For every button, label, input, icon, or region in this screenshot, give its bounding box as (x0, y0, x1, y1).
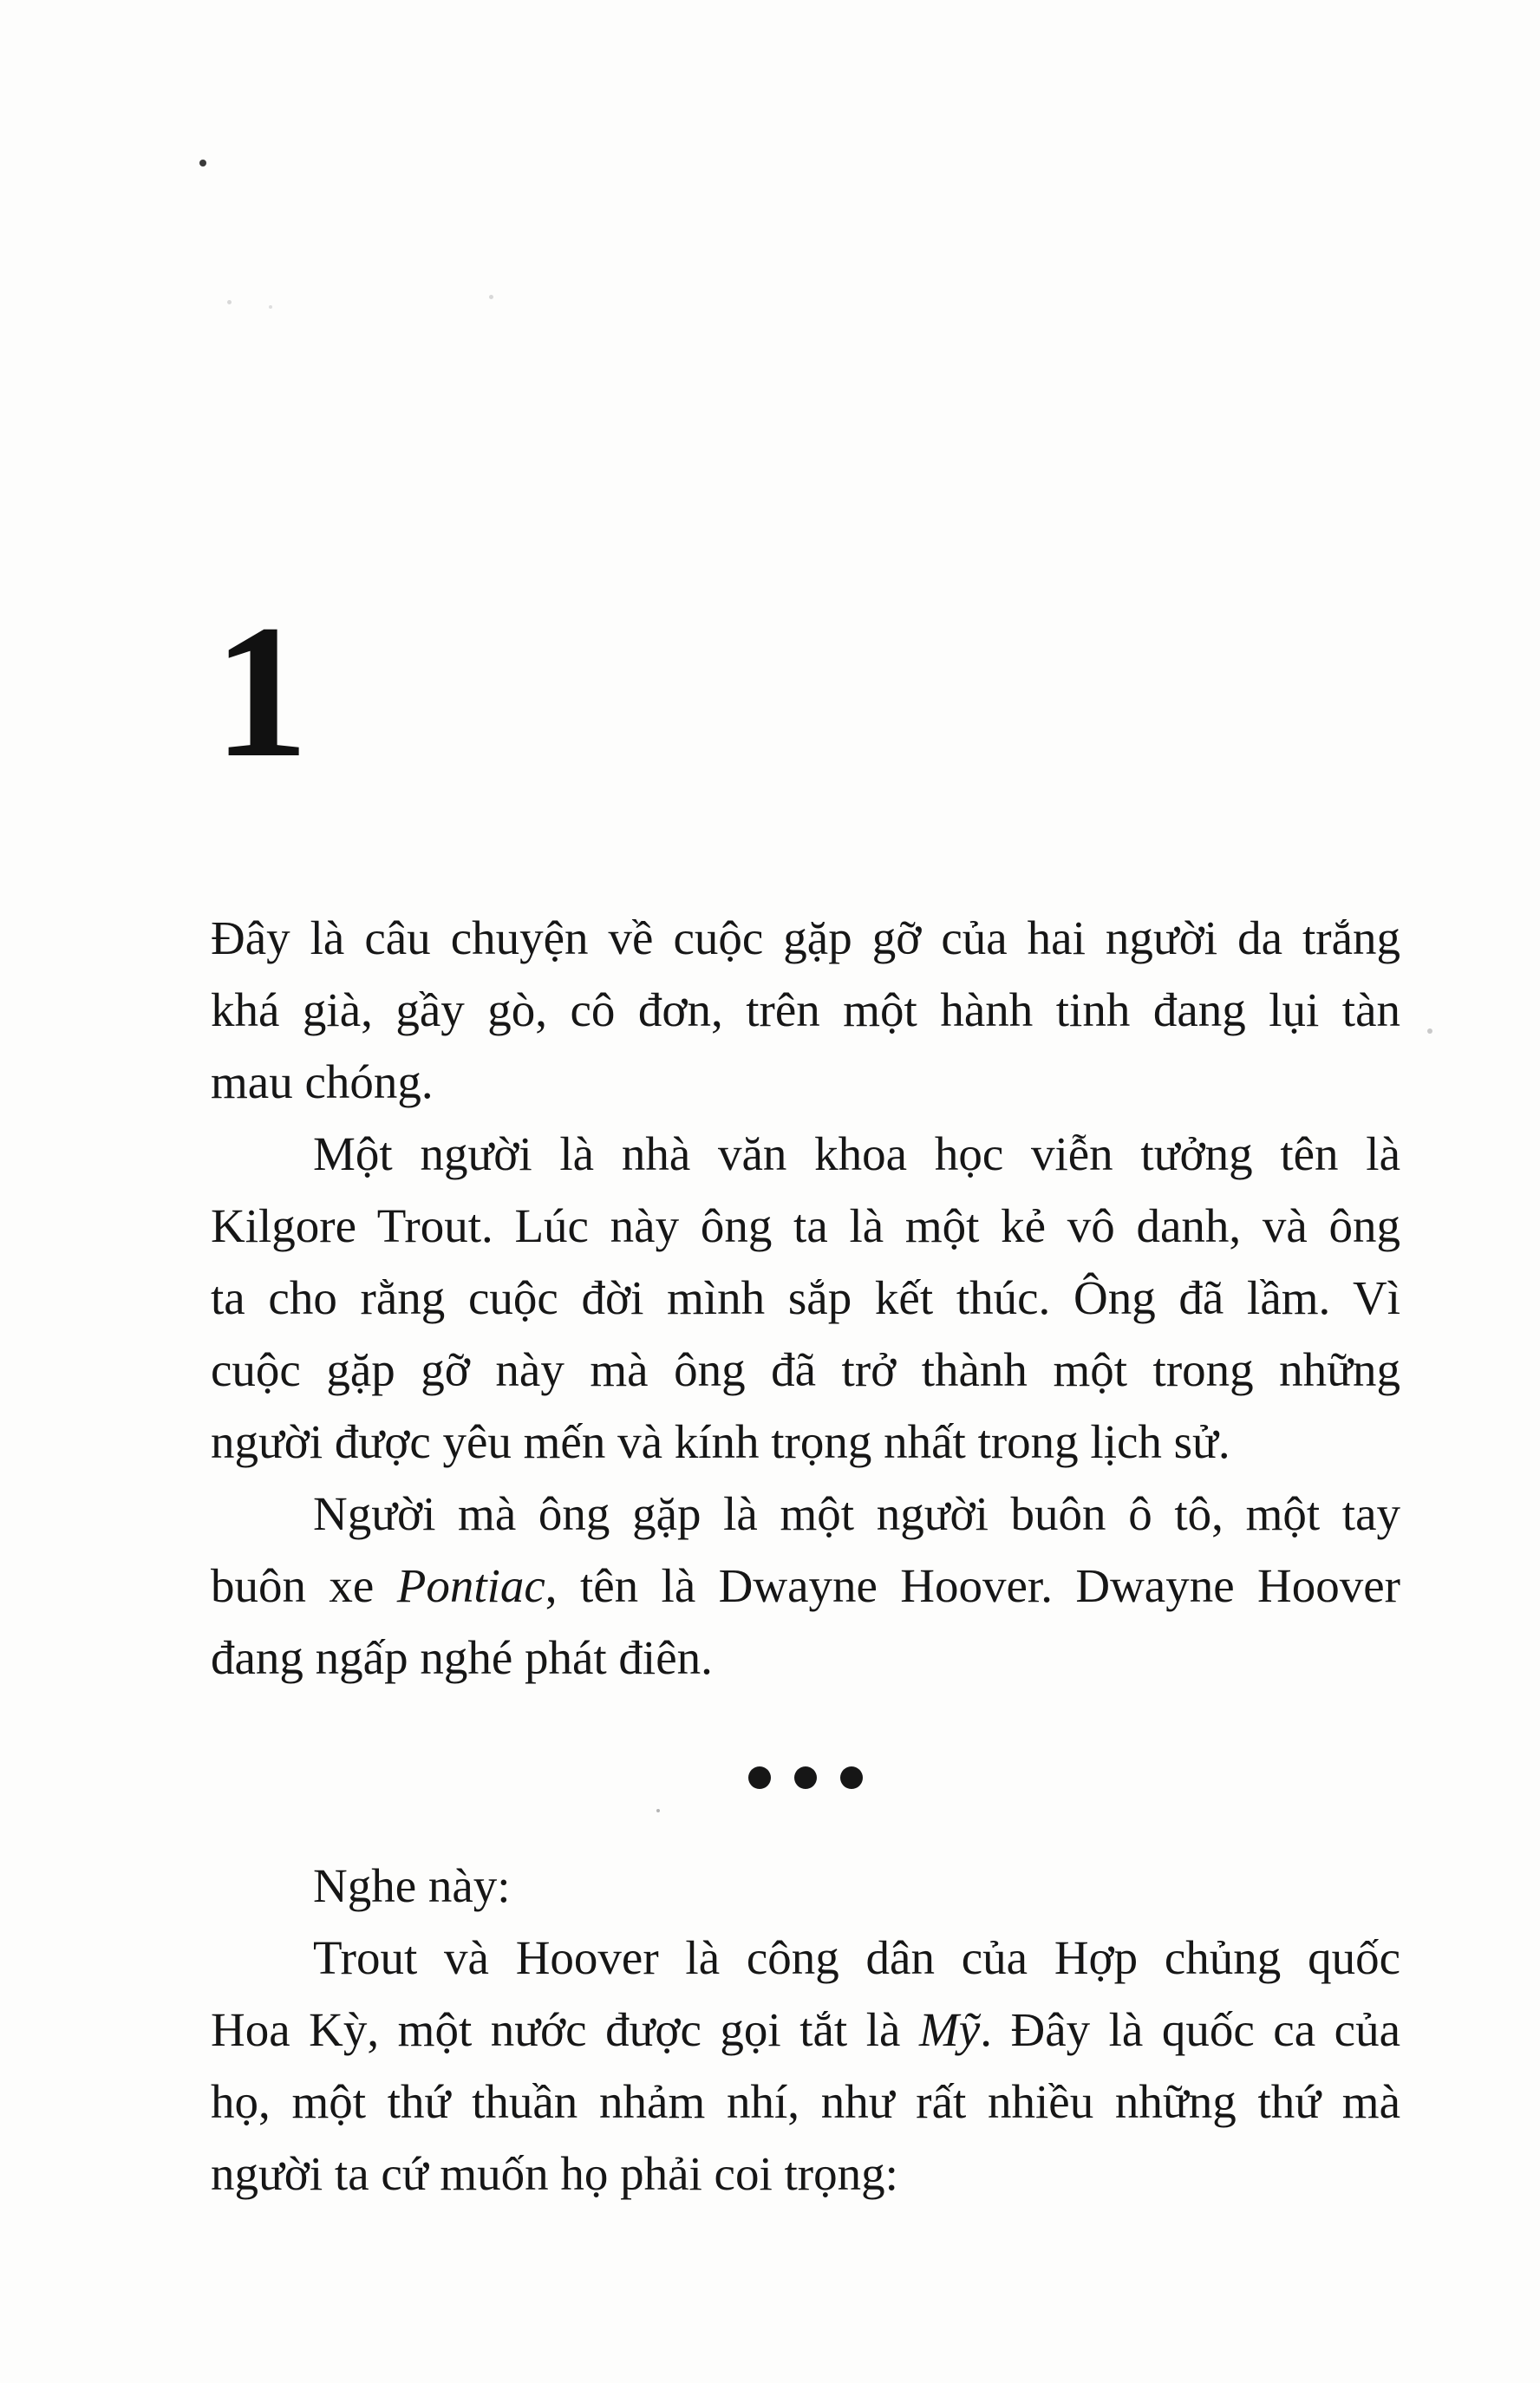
scan-artifact (656, 1809, 660, 1812)
text-segment: Người mà ông gặp là một người buôn ô tô, một tay (313, 1487, 1400, 1540)
text-segment: Một người là nhà văn khoa học viễn tưởng tên là (313, 1127, 1400, 1180)
paragraph (211, 1922, 1400, 2210)
text-segment: ta cho rằng cuộc đời mình sắp kết thúc. Ông đã lầm. Vì (211, 1271, 1400, 1324)
text-segment: Trout và Hoover là công dân của Hợp chủng quốc (313, 1931, 1400, 1984)
body-text-line (211, 1118, 1400, 1190)
body-text-line (211, 2138, 1400, 2210)
text-segment: cuộc gặp gỡ này mà ông đã trở thành một trong những (211, 1343, 1400, 1396)
text-segment: đang ngấp nghé phát điên. (211, 1631, 713, 1684)
text-segment: . Đây là quốc ca của (980, 2003, 1400, 2056)
text-segment: khá già, gầy gò, cô đơn, trên một hành tinh đang lụi tàn (211, 983, 1400, 1036)
body-text-line (211, 1406, 1400, 1478)
body-text-line (211, 902, 1400, 974)
scan-artifact (269, 305, 272, 309)
scan-artifact (489, 295, 493, 299)
paragraph (211, 902, 1400, 1118)
body-text-line (211, 1262, 1400, 1334)
scan-artifact (1427, 1028, 1432, 1034)
body-text-line (211, 1478, 1400, 1550)
scan-artifact (199, 160, 206, 166)
section-break-dot-icon (840, 1766, 863, 1789)
body-text-line (211, 1922, 1400, 1994)
text-segment: mau chóng. (211, 1055, 434, 1108)
body-text-line (211, 1190, 1400, 1262)
text-segment: Đây là câu chuyện về cuộc gặp gỡ của hai người da trắng (211, 911, 1400, 964)
scan-artifact (227, 300, 232, 304)
chapter-number: 1 (213, 585, 309, 797)
body-text-line (211, 1334, 1400, 1406)
paragraph (211, 1478, 1400, 1694)
body-text-line (211, 1622, 1400, 1694)
italic-text: Mỹ (918, 2003, 981, 2056)
text-block (211, 902, 1400, 2210)
section-break (211, 1741, 1400, 1813)
body-text-line (211, 1850, 1400, 1922)
italic-text: Pontiac (396, 1559, 545, 1612)
text-segment: họ, một thứ thuần nhảm nhí, như rất nhiều những thứ mà (211, 2075, 1400, 2128)
body-text-line (211, 1994, 1400, 2066)
text-segment: người được yêu mến và kính trọng nhất trong lịch sử. (211, 1415, 1230, 1468)
text-segment: người ta cứ muốn họ phải coi trọng: (211, 2147, 898, 2200)
text-segment: Kilgore Trout. Lúc này ông ta là một kẻ vô danh, và ông (211, 1199, 1400, 1252)
section-break-dot-icon (748, 1766, 771, 1789)
text-segment: Nghe này: (313, 1859, 511, 1912)
body-text-line (211, 1046, 1400, 1118)
paragraph (211, 1118, 1400, 1478)
body-text-line (211, 1550, 1400, 1622)
text-segment: , tên là Dwayne Hoover. Dwayne Hoover (545, 1559, 1400, 1612)
section-break-dot-icon (794, 1766, 817, 1789)
body-text-line (211, 974, 1400, 1046)
paragraph (211, 1850, 1400, 1922)
body-text-line (211, 2066, 1400, 2138)
text-segment: Hoa Kỳ, một nước được gọi tắt là (211, 2003, 919, 2056)
text-segment: buôn xe (211, 1559, 397, 1612)
